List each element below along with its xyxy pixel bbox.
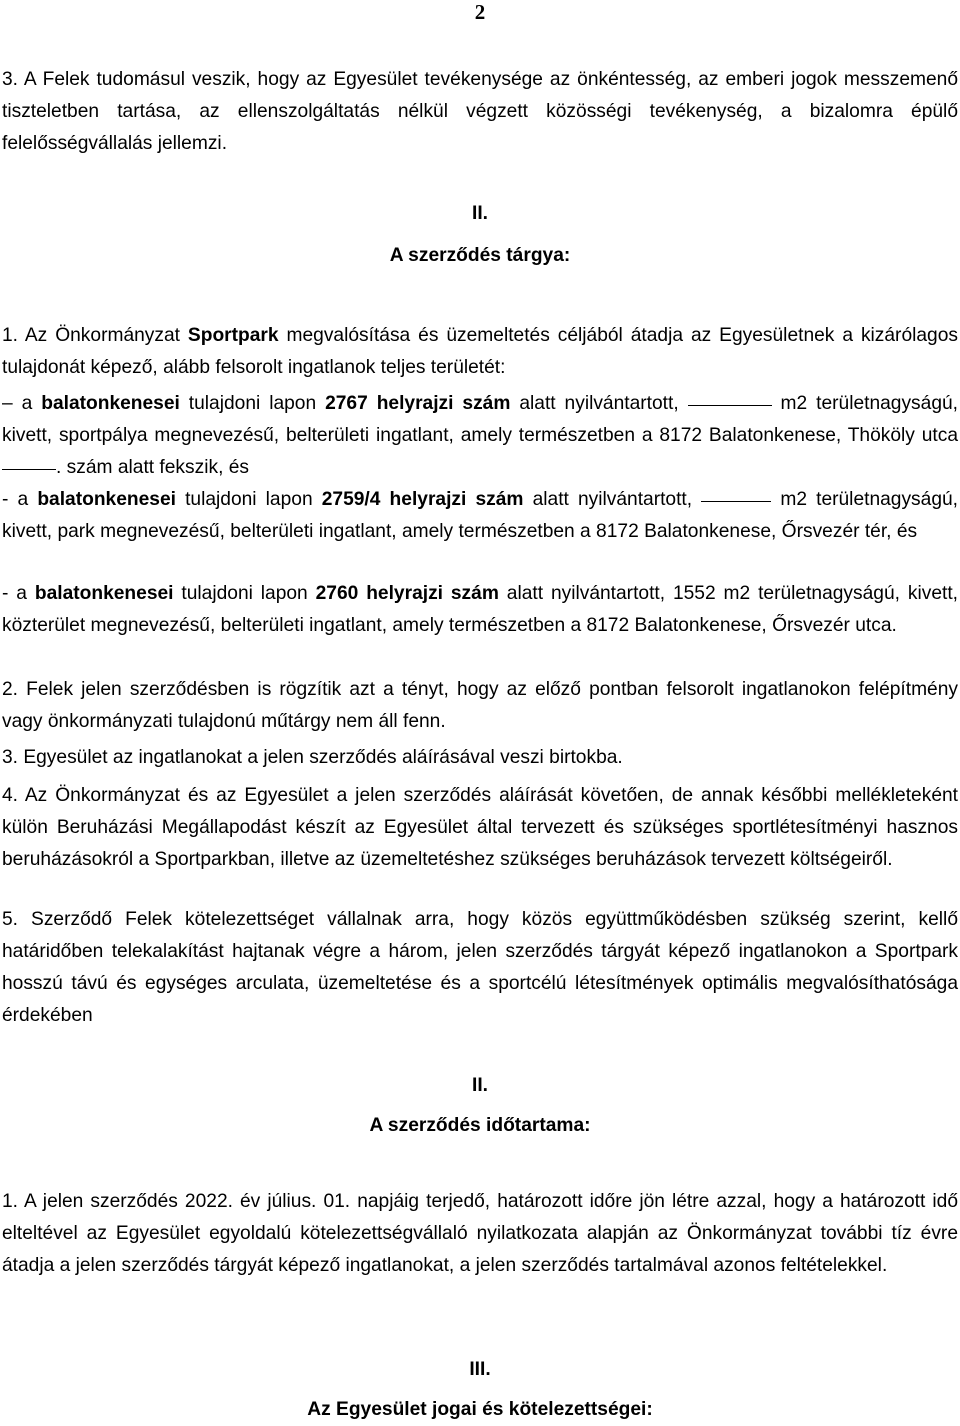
paragraph-subject-point4: 4. Az Önkormányzat és az Egyesület a jelen szerződés aláírását követően, de annak későbbi mellékleteként külön Beruházási Megállapodást készít az Egyesület által tervezett és szükséges sportlétesítményi hasznos beruházásokról a Sportparkban, illetve az üzemeltetéshez szükséges beruházások tervezett költségeiről.: [2, 785, 958, 870]
paragraph-duration-point1: 1. A jelen szerződés 2022. év július. 01. napjáig terjedő, határozott időre jön létre azzal, hogy a határozott idő elteltével az Egyesület egyoldalú kötelezettségvállaló nyilatkozata alapján az Önkormányzat további tíz évre átadja a jelen szerződés tárgyát képező ingatlanokat, a jelen szerződés tartalmával azonos feltételekkel.: [2, 1191, 958, 1276]
paragraph-section1-point3: 3. A Felek tudomásul veszik, hogy az Egyesület tevékenysége az önkéntesség, az emberi jogok messzemenő tiszteletben tartása, az ellenszolgáltatás nélkül végzett közösségi tevékenység, a bizalomra épülő felelősségvállalás jellemzi.: [2, 69, 958, 154]
paragraph-subject-point2: 2. Felek jelen szerződésben is rögzítik azt a tényt, hogy az előző pontban felsorolt ingatlanokon felépítmény vagy önkormányzati tulajdonú műtárgy nem áll fenn.: [2, 679, 958, 732]
blank-area-field: [688, 404, 772, 406]
blank-area-field: [701, 500, 771, 502]
page-number: 2: [474, 0, 486, 24]
paragraph-subject-point3: 3. Egyesület az ingatlanokat a jelen szerződés aláírásával veszi birtokba.: [2, 747, 623, 768]
paragraph-subject-point1: 1. Az Önkormányzat Sportpark megvalósítása és üzemeltetés céljából átadja az Egyesületnek a kizárólagos tulajdonát képező, alább felsorolt ingatlanok teljes területét:: [2, 325, 958, 378]
sportpark-term: Sportpark: [187, 325, 279, 346]
section-title-rights-obligations: Az Egyesület jogai és kötelezettségei:: [307, 1399, 653, 1420]
section-number-iii: III.: [469, 1359, 491, 1380]
section-number-ii-duration: II.: [472, 1075, 488, 1096]
paragraph-subject-point5: 5. Szerződő Felek kötelezettséget vállalnak arra, hogy közös együttműködésben szükség szerint, kellő határidőben telekalakítást hajtanak végre a három, jelen szerződés tárgyát képező ingatlanokon a Sportpark hosszú távú és egységes arculata, üzemeltetése és a sportcélú létesítmények optimális megvalósíthatósága érdekében: [2, 909, 958, 1026]
section-title-subject: A szerződés tárgya:: [389, 245, 571, 266]
section-number-ii: II.: [472, 203, 488, 224]
property-item-2760: - a balatonkenesei tulajdoni lapon 2760 helyrajzi szám alatt nyilvántartott, 1552 m2 területnagyságú, kivett, közterület megnevezésű, belterületi ingatlant, amely természetben a 8172 Balatonkenese, Őrsvezér utca.: [2, 583, 958, 636]
property-item-2767: – a balatonkenesei tulajdoni lapon 2767 helyrajzi szám alatt nyilvántartott, m2 területnagyságú, kivett, sportpálya megnevezésű, belterületi ingatlant, amely természetben a 8172 Balatonkenese, Thököly utca . szám alatt fekszik, és: [2, 393, 958, 478]
section-title-duration: A szerződés időtartama:: [369, 1115, 591, 1136]
parcel-number-2767: 2767 helyrajzi szám: [325, 393, 511, 414]
parcel-number-2760: 2760 helyrajzi szám: [315, 583, 499, 604]
property-item-2759-4: - a balatonkenesei tulajdoni lapon 2759/4 helyrajzi szám alatt nyilvántartott, m2 területnagyságú, kivett, park megnevezésű, belterületi ingatlant, amely természetben a 8172 Balatonkenese, Őrsvezér tér, és: [2, 489, 958, 542]
parcel-number-2759-4: 2759/4 helyrajzi szám: [321, 489, 524, 510]
blank-house-number-field: [2, 468, 56, 470]
